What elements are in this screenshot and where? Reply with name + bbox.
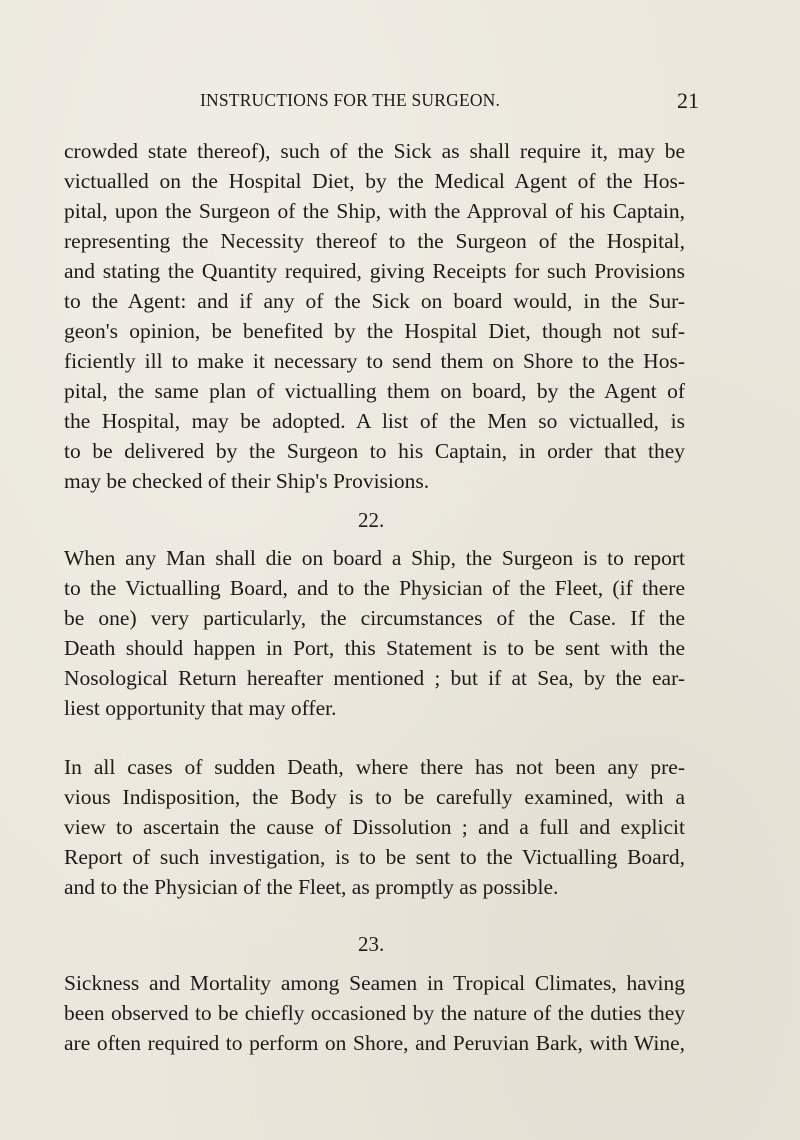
text-line: vious Indisposition, the Body is to be carefully examined, with a (64, 785, 685, 809)
text-line: to be delivered by the Surgeon to his Captain, in order that they (64, 439, 685, 463)
text-line: Death should happen in Port, this Statement is to be sent with the (64, 636, 685, 660)
text-line: pital, the same plan of victualling them on board, by the Agent of (64, 379, 685, 403)
section-number-22: 22. (358, 508, 385, 532)
text-line: and stating the Quantity required, giving Receipts for such Provisions (64, 259, 685, 283)
text-line: been observed to be chiefly occasioned by the nature of the duties they (64, 1001, 685, 1025)
page-number: 21 (677, 88, 699, 113)
text-line: In all cases of sudden Death, where there has not been any pre- (64, 755, 685, 779)
text-line: may be checked of their Ship's Provisions. (64, 469, 430, 493)
text-line: are often required to perform on Shore, and Peruvian Bark, with Wine, (64, 1031, 685, 1055)
running-head: INSTRUCTIONS FOR THE SURGEON. (200, 90, 501, 110)
text-line: geon's opinion, be benefited by the Hospital Diet, though not suf- (64, 319, 685, 343)
text-line: crowded state thereof), such of the Sick as shall require it, may be (64, 139, 685, 163)
text-line: to the Victualling Board, and to the Physician of the Fleet, (if there (64, 576, 685, 600)
text-line: the Hospital, may be adopted. A list of the Men so victualled, is (64, 409, 685, 433)
text-line: liest opportunity that may offer. (64, 696, 337, 720)
text-line: to the Agent: and if any of the Sick on board would, in the Sur- (64, 289, 685, 313)
text-line: victualled on the Hospital Diet, by the Medical Agent of the Hos- (64, 169, 685, 193)
text-line: ficiently ill to make it necessary to send them on Shore to the Hos- (64, 349, 685, 373)
text-line: Report of such investigation, is to be sent to the Victualling Board, (64, 845, 685, 869)
text-line: When any Man shall die on board a Ship, the Surgeon is to report (64, 546, 685, 570)
section-number-23: 23. (358, 932, 385, 956)
text-line: and to the Physician of the Fleet, as promptly as possible. (64, 875, 559, 899)
text-line: pital, upon the Surgeon of the Ship, with the Approval of his Captain, (64, 199, 685, 223)
text-line: Nosological Return hereafter mentioned ; but if at Sea, by the ear- (64, 666, 685, 690)
text-line: Sickness and Mortality among Seamen in Tropical Climates, having (64, 971, 685, 995)
text-line: be one) very particularly, the circumstances of the Case. If the (64, 606, 685, 630)
text-line: view to ascertain the cause of Dissolution ; and a full and explicit (64, 815, 685, 839)
text-line: representing the Necessity thereof to the Surgeon of the Hospital, (64, 229, 685, 253)
